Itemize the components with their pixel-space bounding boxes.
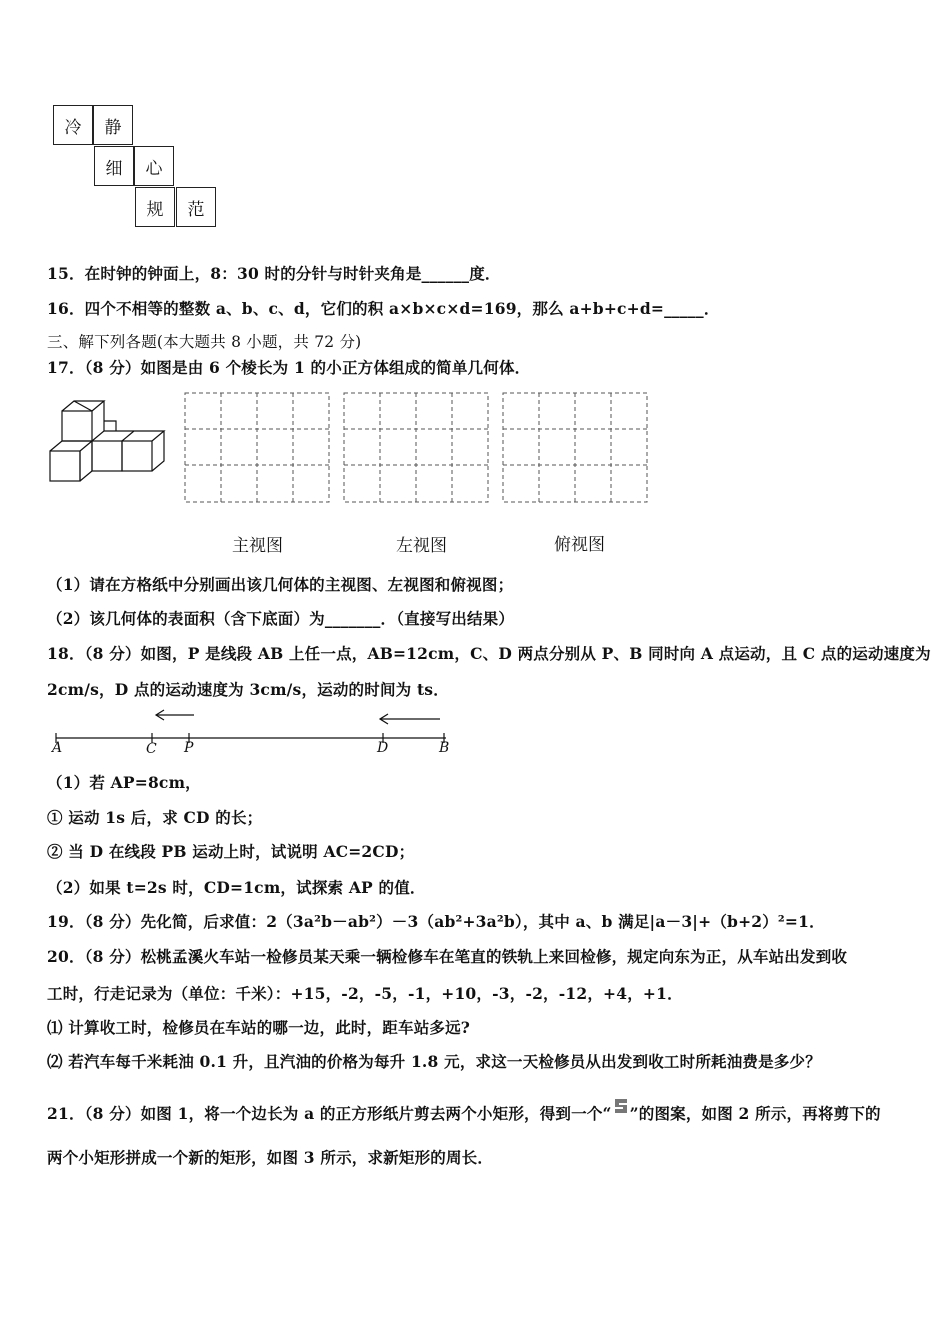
- point-label-P: P: [184, 740, 194, 756]
- question-18-line2: 2cm/s，D 点的运动速度为 3cm/s，运动的时间为 ts．: [47, 680, 449, 699]
- question-17: 17．（8 分）如图是由 6 个棱长为 1 的小正方体组成的简单几何体．: [47, 358, 531, 377]
- view-label-top: 俯视图: [554, 535, 605, 555]
- grid-front: [184, 392, 331, 504]
- question-20-part1: ⑴ 计算收工时，检修员在车站的哪一边，此时，距车站多远?: [47, 1018, 471, 1037]
- question-20-line2: 工时，行走记录为（单位：千米）：+15，-2，-5，-1，+10，-3，-2，-12，+4，+1．: [47, 984, 683, 1003]
- view-label-front: 主视图: [232, 536, 283, 556]
- question-18-part2: （2）如果 t=2s 时，CD=1cm，试探索 AP 的值．: [47, 878, 426, 897]
- question-21-text-b: ”的图案，如图 2 所示，再将剪下的: [629, 1104, 881, 1123]
- question-18-line1: 18．（8 分）如图，P 是线段 AB 上任一点，AB=12cm，C、D 两点分别从 P、B 同时向 A 点运动，且 C 点的运动速度为: [47, 644, 931, 663]
- point-label-B: B: [439, 740, 450, 756]
- net-cell: 冷: [53, 105, 93, 145]
- question-17-part2: （2）该几何体的表面积（含下底面）为_______．（直接写出结果）: [47, 609, 515, 628]
- question-16: 16．四个不相等的整数 a、b、c、d，它们的积 a×b×c×d=169，那么 a+b+c+d=_____．: [47, 299, 720, 318]
- cube-figure: [46, 395, 171, 487]
- question-21-line2: 两个小矩形拼成一个新的矩形，如图 3 所示，求新矩形的周长．: [47, 1148, 494, 1167]
- question-17-part1: （1）请在方格纸中分别画出该几何体的主视图、左视图和俯视图；: [47, 575, 514, 594]
- net-cell: 细: [94, 146, 134, 186]
- point-label-D: D: [377, 740, 389, 756]
- question-20-line1: 20．（8 分）松桃孟溪火车站一检修员某天乘一辆检修车在笔直的铁轨上来回检修，规定向东为正，从车站出发到收: [47, 947, 848, 966]
- question-15: 15．在时钟的钟面上，8：30 时的分针与时针夹角是______度．: [47, 264, 501, 283]
- point-label-A: A: [52, 740, 63, 756]
- net-cell: 规: [135, 187, 175, 227]
- grid-left: [343, 392, 490, 504]
- question-20-part2: ⑵ 若汽车每千米耗油 0.1 升，且汽油的价格为每升 1.8 元，求这一天检修员从出发到收工时所耗油费是多少？: [47, 1052, 821, 1071]
- segment-figure: [46, 706, 456, 762]
- question-19: 19．（8 分）先化简，后求值：2（3a²b－ab²）－3（ab²+3a²b），其中 a、b 满足|a－3|+（b+2）²=1．: [47, 912, 825, 931]
- grid-top: [502, 392, 649, 504]
- question-18-part1a: ① 运动 1s 后，求 CD 的长；: [47, 808, 263, 827]
- question-21-text-a: 21．（8 分）如图 1，将一个边长为 a 的正方形纸片剪去两个小矩形，得到一个“: [47, 1104, 612, 1123]
- s-shape-icon: [612, 1097, 630, 1115]
- question-21-line1: [47, 1097, 881, 1124]
- point-label-C: C: [146, 741, 157, 757]
- question-18-part1: （1）若 AP=8cm，: [47, 773, 201, 792]
- section-heading: 三、解下列各题(本大题共 8 小题，共 72 分): [47, 333, 362, 351]
- net-cell: 静: [93, 105, 133, 145]
- net-cell: 范: [176, 187, 216, 227]
- net-cell: 心: [134, 146, 174, 186]
- view-label-left: 左视图: [396, 536, 447, 556]
- question-18-part1b: ② 当 D 在线段 PB 运动上时，试说明 AC=2CD；: [47, 842, 415, 861]
